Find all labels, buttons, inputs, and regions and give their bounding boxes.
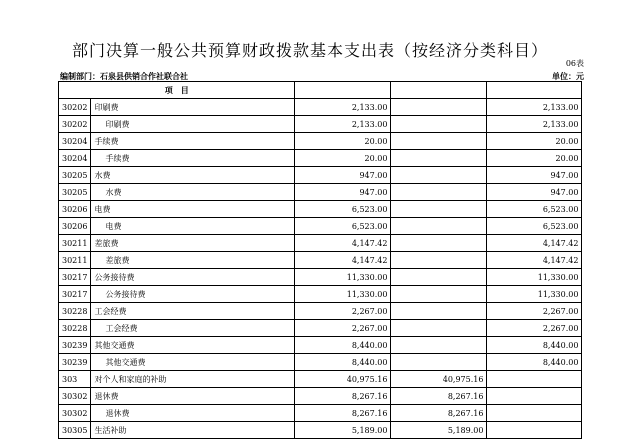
row-col-3: 20.00 <box>487 133 582 150</box>
table-row <box>59 354 582 371</box>
header-item: 项 目 <box>59 82 295 99</box>
row-name: 手续费 <box>91 150 295 167</box>
row-col-1: 947.00 <box>295 184 391 201</box>
table-header-row <box>59 82 582 99</box>
row-col-3: 20.00 <box>487 150 582 167</box>
row-col-3 <box>487 388 582 405</box>
row-name: 工会经费 <box>91 320 295 337</box>
row-name: 退休费 <box>91 405 295 422</box>
row-col-2: 5,189.00 <box>391 422 487 439</box>
row-name: 差旅费 <box>91 235 295 252</box>
row-name: 电费 <box>91 201 295 218</box>
row-col-1: 20.00 <box>295 133 391 150</box>
table-row <box>59 269 582 286</box>
row-col-1: 8,440.00 <box>295 337 391 354</box>
row-code: 30217 <box>59 269 91 286</box>
row-code: 30211 <box>59 235 91 252</box>
row-col-1: 6,523.00 <box>295 201 391 218</box>
row-col-2 <box>391 269 487 286</box>
row-col-3: 4,147.42 <box>487 235 582 252</box>
row-code: 30206 <box>59 218 91 235</box>
row-col-1: 20.00 <box>295 150 391 167</box>
row-col-2: 8,267.16 <box>391 405 487 422</box>
row-col-1: 5,189.00 <box>295 422 391 439</box>
row-col-2 <box>391 201 487 218</box>
row-col-2 <box>391 167 487 184</box>
row-name: 其他交通费 <box>91 337 295 354</box>
header-col-2 <box>391 82 487 99</box>
table-row <box>59 184 582 201</box>
row-name: 其他交通费 <box>91 354 295 371</box>
table-row <box>59 303 582 320</box>
row-name: 水费 <box>91 167 295 184</box>
row-col-3: 2,267.00 <box>487 320 582 337</box>
table-row <box>59 422 582 439</box>
row-col-3: 2,133.00 <box>487 116 582 133</box>
row-col-1: 2,133.00 <box>295 99 391 116</box>
header-col-3 <box>487 82 582 99</box>
row-col-1: 8,267.16 <box>295 405 391 422</box>
header-col-1 <box>295 82 391 99</box>
row-code: 30204 <box>59 150 91 167</box>
row-col-3: 8,440.00 <box>487 354 582 371</box>
row-name: 退休费 <box>91 388 295 405</box>
row-col-2 <box>391 337 487 354</box>
table-body <box>59 99 582 439</box>
table-row <box>59 337 582 354</box>
table-row <box>59 167 582 184</box>
row-col-2 <box>391 320 487 337</box>
row-col-3: 6,523.00 <box>487 201 582 218</box>
row-code: 303 <box>59 371 91 388</box>
table-row <box>59 320 582 337</box>
row-col-3: 2,267.00 <box>487 303 582 320</box>
row-col-2 <box>391 99 487 116</box>
row-name: 电费 <box>91 218 295 235</box>
row-col-1: 8,440.00 <box>295 354 391 371</box>
row-col-3: 4,147.42 <box>487 252 582 269</box>
row-col-1: 11,330.00 <box>295 286 391 303</box>
row-col-1: 4,147.42 <box>295 235 391 252</box>
compiling-unit: 编制部门：石泉县供销合作社联合社 <box>60 71 188 81</box>
row-col-2 <box>391 252 487 269</box>
form-number: 06表 <box>565 59 584 68</box>
row-name: 公务接待费 <box>91 286 295 303</box>
row-code: 30228 <box>59 303 91 320</box>
table-row <box>59 116 582 133</box>
row-code: 30206 <box>59 201 91 218</box>
row-code: 30204 <box>59 133 91 150</box>
row-col-3: 947.00 <box>487 184 582 201</box>
row-name: 生活补助 <box>91 422 295 439</box>
row-code: 30239 <box>59 354 91 371</box>
row-col-3 <box>487 371 582 388</box>
row-col-2 <box>391 184 487 201</box>
row-col-2 <box>391 218 487 235</box>
row-name: 公务接待费 <box>91 269 295 286</box>
row-col-1: 11,330.00 <box>295 269 391 286</box>
row-code: 30202 <box>59 99 91 116</box>
row-col-3: 11,330.00 <box>487 286 582 303</box>
row-name: 印刷费 <box>91 116 295 133</box>
table-row <box>59 218 582 235</box>
row-col-2 <box>391 150 487 167</box>
row-col-2 <box>391 286 487 303</box>
row-col-1: 6,523.00 <box>295 218 391 235</box>
row-col-3: 8,440.00 <box>487 337 582 354</box>
row-code: 30228 <box>59 320 91 337</box>
row-name: 印刷费 <box>91 99 295 116</box>
row-col-2 <box>391 303 487 320</box>
row-code: 30211 <box>59 252 91 269</box>
table-row <box>59 252 582 269</box>
table-row <box>59 99 582 116</box>
row-col-2 <box>391 116 487 133</box>
row-code: 30217 <box>59 286 91 303</box>
row-code: 30205 <box>59 184 91 201</box>
row-name: 水费 <box>91 184 295 201</box>
row-name: 差旅费 <box>91 252 295 269</box>
row-col-3: 2,133.00 <box>487 99 582 116</box>
row-col-1: 2,133.00 <box>295 116 391 133</box>
row-col-1: 40,975.16 <box>295 371 391 388</box>
row-col-1: 2,267.00 <box>295 303 391 320</box>
table-row <box>59 286 582 303</box>
table-row <box>59 150 582 167</box>
row-col-2: 40,975.16 <box>391 371 487 388</box>
row-code: 30302 <box>59 405 91 422</box>
row-code: 30239 <box>59 337 91 354</box>
table-row <box>59 133 582 150</box>
row-col-1: 947.00 <box>295 167 391 184</box>
row-col-2 <box>391 354 487 371</box>
row-col-3: 11,330.00 <box>487 269 582 286</box>
row-col-1: 2,267.00 <box>295 320 391 337</box>
row-code: 30305 <box>59 422 91 439</box>
table-row <box>59 405 582 422</box>
currency-unit: 单位：元 <box>552 71 584 81</box>
row-col-2 <box>391 235 487 252</box>
row-name: 对个人和家庭的补助 <box>91 371 295 388</box>
row-code: 30202 <box>59 116 91 133</box>
row-name: 手续费 <box>91 133 295 150</box>
expenditure-table <box>58 81 582 439</box>
row-col-1: 4,147.42 <box>295 252 391 269</box>
row-col-2: 8,267.16 <box>391 388 487 405</box>
table-row <box>59 201 582 218</box>
row-col-3: 6,523.00 <box>487 218 582 235</box>
row-col-3 <box>487 422 582 439</box>
table-row <box>59 371 582 388</box>
row-name: 工会经费 <box>91 303 295 320</box>
row-code: 30205 <box>59 167 91 184</box>
table-row <box>59 235 582 252</box>
page-title: 部门决算一般公共预算财政拨款基本支出表（按经济分类科目） <box>71 41 548 60</box>
row-col-3 <box>487 405 582 422</box>
row-col-2 <box>391 133 487 150</box>
row-code: 30302 <box>59 388 91 405</box>
table-row <box>59 388 582 405</box>
row-col-1: 8,267.16 <box>295 388 391 405</box>
row-col-3: 947.00 <box>487 167 582 184</box>
